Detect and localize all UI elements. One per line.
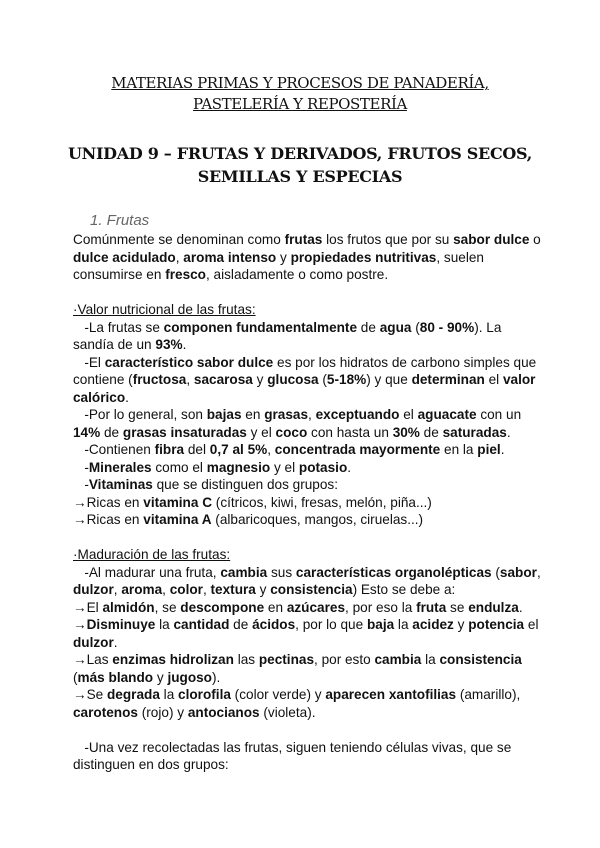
subsection-heading: ·Maduración de las frutas:: [73, 547, 231, 562]
text: , por lo que: [295, 617, 367, 632]
text-line: [73, 424, 541, 442]
bold-text: 0,7 al 5%: [209, 442, 268, 457]
text: sus: [267, 564, 296, 580]
title-line: PASTELERÍA Y REPOSTERÍA: [193, 95, 407, 113]
text: →Se: [73, 687, 107, 702]
text: (: [411, 319, 420, 335]
text: ) Esto se debe a:: [352, 582, 456, 597]
bold-text: bajas: [206, 407, 242, 422]
text: (: [491, 564, 500, 580]
text: ).: [212, 669, 221, 685]
text: contiene (: [73, 372, 133, 387]
text-line: [73, 406, 541, 424]
text-line: [73, 669, 541, 687]
text: →Las: [73, 652, 113, 667]
text: , por esto: [314, 652, 375, 667]
text: ,: [202, 582, 211, 597]
bold-text: dulzor: [73, 634, 114, 650]
text: -: [73, 459, 89, 475]
text-line: [73, 371, 541, 389]
text: .: [347, 459, 352, 475]
bold-text: grasas: [264, 407, 309, 422]
bold-text: características organolépticas: [295, 564, 492, 580]
bold-text: componen fundamentalmente: [163, 319, 358, 335]
text: (: [73, 669, 78, 685]
text-line: [73, 634, 541, 652]
text-line: [73, 459, 541, 477]
text: el: [399, 407, 418, 422]
text-line: [73, 336, 541, 354]
unit-line: SEMILLAS Y ESPECIAS: [197, 167, 403, 186]
text: .: [518, 599, 523, 615]
text: y: [453, 617, 469, 632]
text: y el: [246, 424, 276, 440]
text: la: [394, 617, 413, 632]
text: que se distinguen dos grupos:: [152, 477, 338, 492]
bold-text: vitamina A: [143, 512, 212, 527]
bold-text: Minerales: [88, 459, 152, 475]
text: consumirse en: [73, 267, 166, 282]
text: , por eso la: [345, 599, 417, 615]
text: en: [264, 599, 287, 615]
text: , aisladamente o como postre.: [206, 267, 389, 282]
text: →Ricas en: [73, 494, 144, 510]
bold-text: magnesio: [206, 459, 271, 475]
bold-text: 93%: [155, 337, 183, 352]
bold-text: acidez: [412, 617, 454, 632]
bold-text: frutas: [284, 232, 323, 247]
text-line: [73, 494, 541, 512]
text: .: [182, 337, 187, 352]
text: en: [241, 407, 265, 422]
text: con hasta un: [307, 424, 393, 440]
bold-text: aparecen xantofilias: [325, 687, 457, 702]
bold-text: saturadas: [442, 424, 507, 440]
bold-text: Vitaminas: [88, 477, 153, 492]
text: ,: [113, 582, 122, 597]
text-line: [73, 441, 541, 459]
bold-text: baja: [366, 617, 395, 632]
bold-text: dulce acidulado: [73, 249, 176, 265]
bold-text: determinan: [411, 372, 485, 387]
bold-text: aroma: [121, 582, 163, 597]
text-line: [73, 564, 541, 582]
text: ,: [175, 249, 184, 265]
text: el: [484, 372, 503, 387]
bold-text: vitamina C: [143, 494, 213, 510]
text: las: [233, 652, 259, 667]
text-line: [73, 354, 541, 372]
text: Comúnmente se denominan como: [73, 232, 285, 247]
bold-text: propiedades nutritivas: [290, 249, 437, 265]
text: y: [255, 582, 271, 597]
text: -El: [73, 354, 105, 370]
bold-text: enzimas hidrolizan: [112, 652, 234, 667]
text-line: [73, 756, 541, 774]
text-line: [73, 284, 541, 302]
bold-text: cambia: [220, 564, 268, 580]
bold-text: 80 - 90%: [419, 319, 475, 335]
text: (cítricos, kiwi, fresas, melón, piña...): [212, 494, 432, 510]
bold-text: jugoso: [167, 669, 212, 685]
bold-text: coco: [275, 424, 308, 440]
text: del: [184, 442, 210, 457]
bold-text: calórico: [73, 389, 126, 405]
text: -Por lo general, son: [73, 407, 207, 422]
bold-text: potencia: [468, 617, 525, 632]
text: es por los hidratos de carbono simples que: [273, 354, 537, 370]
text-line: [73, 546, 541, 564]
text: la: [421, 652, 440, 667]
bold-text: degrada: [107, 687, 160, 702]
bold-text: glucosa: [267, 372, 319, 387]
text-line: [73, 581, 541, 599]
text: y: [153, 669, 168, 685]
text: sandía de un: [73, 337, 156, 352]
text: y: [276, 249, 291, 265]
text: ). La: [474, 319, 502, 335]
bold-text: endulza: [468, 599, 519, 615]
text-line: [73, 599, 541, 617]
text: (albaricoques, mangos, ciruelas...): [211, 512, 424, 527]
text: -La frutas se: [73, 319, 164, 335]
text-line: [73, 319, 541, 337]
bold-text: consistencia: [270, 582, 353, 597]
bold-text: fresco: [165, 267, 206, 282]
bold-text: antocianos: [187, 704, 260, 720]
text: el: [524, 617, 539, 632]
text: , suelen: [436, 249, 484, 265]
bold-text: consistencia: [439, 652, 522, 667]
text: .: [500, 442, 505, 457]
text-line: [73, 616, 541, 634]
bold-text: más blando: [77, 669, 154, 685]
text: y: [252, 372, 268, 387]
text: .: [506, 424, 511, 440]
text-line: [73, 476, 541, 494]
bold-text: 30%: [392, 424, 420, 440]
text: ,: [536, 564, 541, 580]
bold-text: Disminuye: [86, 617, 156, 632]
document-body: [73, 231, 541, 774]
text-line: [73, 266, 541, 284]
bold-text: característico sabor dulce: [104, 354, 274, 370]
text: con un: [476, 407, 522, 422]
text: se: [446, 599, 469, 615]
bold-text: color: [169, 582, 203, 597]
text: (amarillo),: [456, 687, 521, 702]
bold-text: aguacate: [417, 407, 477, 422]
text: o: [529, 232, 541, 247]
bold-text: cambia: [374, 652, 422, 667]
text: .: [113, 634, 118, 650]
text: ) y que: [366, 372, 412, 387]
bold-text: ácidos: [252, 617, 296, 632]
bold-text: valor: [502, 372, 536, 387]
text: de: [229, 617, 253, 632]
bold-text: pectinas: [258, 652, 315, 667]
subsection-heading: ·Valor nutricional de las frutas:: [73, 302, 256, 317]
text: ,: [308, 407, 316, 422]
bold-text: almidón: [102, 599, 155, 615]
text-line: [73, 651, 541, 669]
bold-text: fruta: [416, 599, 447, 615]
unit-line: UNIDAD 9 – FRUTAS Y DERIVADOS, FRUTOS SECOS,: [68, 144, 532, 163]
bold-text: aroma intenso: [183, 249, 277, 265]
text-line: [73, 721, 541, 739]
text-line: [73, 529, 541, 547]
text: distinguen en dos grupos:: [73, 757, 229, 772]
text: →El: [73, 599, 103, 615]
bold-text: agua: [379, 319, 412, 335]
bold-text: sabor: [499, 564, 537, 580]
document-title: [0, 73, 600, 115]
bold-text: exceptuando: [315, 407, 400, 422]
text: →: [73, 617, 87, 632]
bold-text: piel: [477, 442, 501, 457]
text: -: [73, 477, 89, 492]
text-line: [73, 389, 541, 407]
bold-text: sabor dulce: [453, 232, 530, 247]
text-line: [73, 686, 541, 704]
bold-text: azúcares: [286, 599, 346, 615]
bold-text: 14%: [73, 424, 101, 440]
text-line: [73, 511, 541, 529]
bold-text: potasio: [298, 459, 348, 475]
text-line: [73, 249, 541, 267]
text: .: [125, 389, 129, 405]
text: (: [318, 372, 327, 387]
bold-text: descompone: [180, 599, 265, 615]
bold-text: concentrada mayormente: [274, 442, 441, 457]
text: (color verde) y: [230, 687, 326, 702]
title-line: MATERIAS PRIMAS Y PROCESOS DE PANADERÍA,: [111, 74, 489, 92]
bold-text: fibra: [154, 442, 185, 457]
bold-text: textura: [210, 582, 256, 597]
text: en la: [440, 442, 478, 457]
text: de: [357, 319, 380, 335]
text: y el: [270, 459, 299, 475]
text: como el: [151, 459, 207, 475]
text: →Ricas en: [73, 512, 144, 527]
text: (rojo) y: [137, 704, 188, 720]
text: la: [159, 687, 179, 702]
text: -Una vez recolectadas las frutas, siguen teniendo células vivas, que se: [73, 739, 512, 755]
text: de: [419, 424, 443, 440]
text: , se: [154, 599, 181, 615]
bold-text: carotenos: [73, 704, 138, 720]
bold-text: 5-18%: [326, 372, 367, 387]
bold-text: dulzor: [73, 582, 114, 597]
unit-heading: [0, 142, 600, 188]
text: ,: [267, 442, 275, 457]
bold-text: cantidad: [173, 617, 230, 632]
text: ,: [186, 372, 194, 387]
text: los frutos que por su: [322, 232, 454, 247]
bold-text: grasas insaturadas: [122, 424, 247, 440]
text: -Al madurar una fruta,: [73, 564, 221, 580]
text: la: [155, 617, 174, 632]
bold-text: clorofila: [178, 687, 231, 702]
bold-text: sacarosa: [193, 372, 253, 387]
text: -Contienen: [73, 442, 155, 457]
bold-text: fructosa: [132, 372, 187, 387]
text-line: [73, 301, 541, 319]
text: (violeta).: [259, 704, 316, 720]
text-line: [73, 739, 541, 757]
text-line: [73, 231, 541, 249]
text-line: [73, 704, 541, 722]
section-heading-frutas: 1. Frutas: [90, 212, 150, 229]
text: ,: [162, 582, 170, 597]
text: de: [100, 424, 123, 440]
